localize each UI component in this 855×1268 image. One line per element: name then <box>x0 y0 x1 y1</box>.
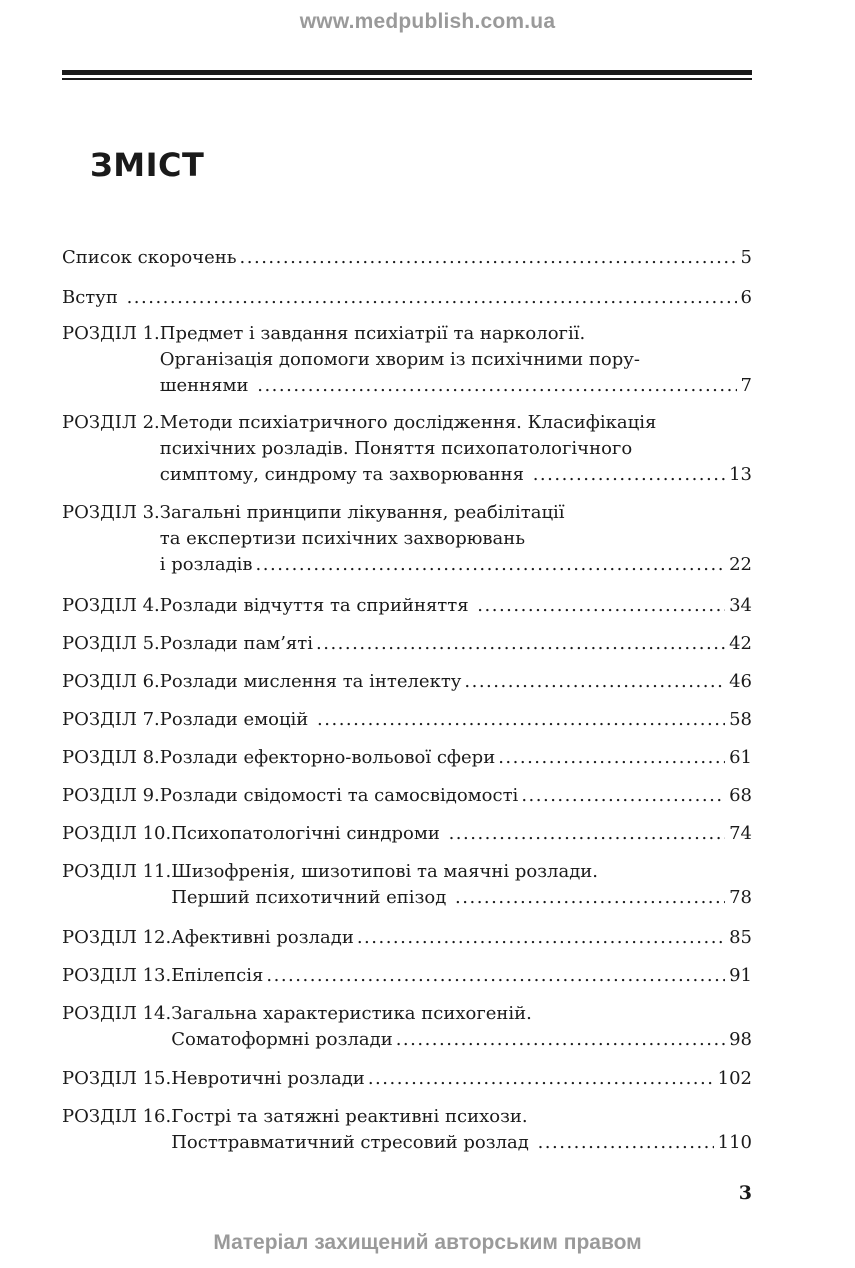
toc-entry[interactable] <box>62 593 752 619</box>
toc-page-number: 78 <box>729 887 752 908</box>
toc-entry[interactable] <box>62 410 752 488</box>
toc-dot-leader <box>316 631 725 657</box>
toc-entry-text: Розлади пам’яті <box>159 633 314 654</box>
toc-entry-text: Загальна характеристика психогеній. <box>171 1003 532 1024</box>
toc-dot-leader <box>357 925 725 951</box>
toc-entry-text: та експертизи психічних захворювань <box>159 528 526 549</box>
toc-page-number: 22 <box>729 554 752 575</box>
toc-chapter-label: РОЗДІЛ 4. <box>62 595 160 616</box>
toc-chapter-label: РОЗДІЛ 5. <box>62 633 160 654</box>
toc-dot-leader <box>127 285 737 311</box>
toc-dot-leader <box>449 821 726 847</box>
toc-entry[interactable] <box>62 707 752 733</box>
toc-page-number: 110 <box>717 1132 752 1153</box>
toc-entry-text: Організація допомоги хворим із психічними пору- <box>159 349 640 370</box>
page-number: 3 <box>738 1182 752 1204</box>
toc-entry[interactable] <box>62 963 752 989</box>
site-url: www.medpublish.com.ua <box>299 10 556 33</box>
toc-entry-text: психічних розладів. Поняття психопатологічного <box>159 438 633 459</box>
toc-entry-text: Шизофренія, шизотипові та маячні розлади. <box>171 861 599 882</box>
toc-entry-text: Невротичні розлади <box>171 1068 365 1089</box>
toc-entry-text: Соматоформні розлади <box>171 1029 393 1050</box>
toc-entry[interactable] <box>62 745 752 771</box>
toc-chapter-label: РОЗДІЛ 14. <box>62 1003 172 1024</box>
toc-dot-leader <box>464 669 725 695</box>
toc-entry-text: шеннями <box>159 375 255 396</box>
toc-dot-leader <box>533 462 725 488</box>
toc-chapter-label: РОЗДІЛ 3. <box>62 502 160 523</box>
toc-dot-leader <box>257 373 736 399</box>
toc-chapter-label: РОЗДІЛ 6. <box>62 671 160 692</box>
toc-chapter-label: РОЗДІЛ 13. <box>62 965 172 986</box>
toc-dot-leader <box>240 245 737 271</box>
toc-entry[interactable] <box>62 783 752 809</box>
toc-page-number: 6 <box>740 287 752 308</box>
toc-chapter-label: РОЗДІЛ 12. <box>62 927 172 948</box>
toc-dot-leader <box>477 593 725 619</box>
toc-page-number: 68 <box>729 785 752 806</box>
toc-entry-text: Психопатологічні синдроми <box>171 823 446 844</box>
toc-entry[interactable] <box>62 1066 752 1092</box>
toc-dot-leader <box>317 707 725 733</box>
toc-entry-text: Афективні розлади <box>171 927 354 948</box>
toc-dot-leader <box>256 552 726 578</box>
toc-entry-text: Розлади емоцій <box>159 709 315 730</box>
toc-page-number: 42 <box>729 633 752 654</box>
toc-chapter-label: РОЗДІЛ 16. <box>62 1106 172 1127</box>
toc-page-number: 61 <box>729 747 752 768</box>
toc-chapter-label: РОЗДІЛ 8. <box>62 747 160 768</box>
toc-page-number: 102 <box>717 1068 752 1089</box>
toc-entry[interactable] <box>62 925 752 951</box>
header-rule-thin <box>62 78 752 80</box>
toc-entry[interactable] <box>62 631 752 657</box>
toc-entry-text: і розладів <box>159 554 253 575</box>
toc-entry-text: Перший психотичний епізод <box>171 887 453 908</box>
toc-entry-text: Предмет і завдання психіатрії та наркології. <box>159 323 586 344</box>
toc-dot-leader <box>368 1066 714 1092</box>
toc-entry-text: симптому, синдрому та захворювання <box>159 464 530 485</box>
toc-entry[interactable] <box>62 1001 752 1053</box>
toc-page-number: 34 <box>729 595 752 616</box>
toc-entry-text: Загальні принципи лікування, реабілітації <box>159 502 565 523</box>
page-title: ЗМІСТ <box>90 146 205 184</box>
toc-dot-leader <box>498 745 725 771</box>
toc-page-number: 58 <box>729 709 752 730</box>
toc-page-number: 13 <box>729 464 752 485</box>
toc-entry-text: Розлади відчуття та сприйняття <box>159 595 475 616</box>
toc-entry[interactable] <box>62 245 752 271</box>
toc-page-number: 7 <box>740 375 752 396</box>
toc-entry-text: Розлади мислення та інтелекту <box>159 671 462 692</box>
toc-chapter-label: РОЗДІЛ 10. <box>62 823 172 844</box>
toc-chapter-label: РОЗДІЛ 1. <box>62 323 160 344</box>
toc-page-number: 46 <box>729 671 752 692</box>
toc-entry[interactable] <box>62 321 752 399</box>
toc-page-number: 98 <box>729 1029 752 1050</box>
toc-chapter-label: РОЗДІЛ 9. <box>62 785 160 806</box>
toc-entry-text: Розлади ефекторно-вольової сфери <box>159 747 496 768</box>
header-rule-thick <box>62 70 752 75</box>
toc-entry[interactable] <box>62 821 752 847</box>
toc-dot-leader <box>538 1130 714 1156</box>
toc-dot-leader <box>521 783 725 809</box>
toc-chapter-label: РОЗДІЛ 2. <box>62 412 160 433</box>
toc-entry[interactable] <box>62 285 752 311</box>
toc-entry[interactable] <box>62 669 752 695</box>
toc-entry-text: Вступ <box>62 287 124 308</box>
toc-entry-text: Гострі та затяжні реактивні психози. <box>171 1106 528 1127</box>
toc-chapter-label: РОЗДІЛ 15. <box>62 1068 172 1089</box>
copyright-footer: Матеріал захищений авторським правом <box>213 1231 642 1254</box>
toc-entry-text: Розлади свідомості та самосвідомості <box>159 785 519 806</box>
toc-entry[interactable] <box>62 500 752 578</box>
toc-entry-text: Епілепсія <box>171 965 264 986</box>
toc-page-number: 5 <box>740 247 752 268</box>
toc-chapter-label: РОЗДІЛ 11. <box>62 861 172 882</box>
toc-entry-text: Посттравматичний стресовий розлад <box>171 1132 535 1153</box>
toc-page-number: 85 <box>729 927 752 948</box>
toc-dot-leader <box>455 885 725 911</box>
toc-entry[interactable] <box>62 1104 752 1156</box>
toc-dot-leader <box>396 1027 725 1053</box>
toc-chapter-label: РОЗДІЛ 7. <box>62 709 160 730</box>
toc-entry-text: Список скорочень <box>62 247 237 268</box>
toc-entry-text: Методи психіатричного дослідження. Класифікація <box>159 412 657 433</box>
toc-dot-leader <box>266 963 725 989</box>
toc-page-number: 74 <box>729 823 752 844</box>
toc-page-number: 91 <box>729 965 752 986</box>
toc-entry[interactable] <box>62 859 752 911</box>
